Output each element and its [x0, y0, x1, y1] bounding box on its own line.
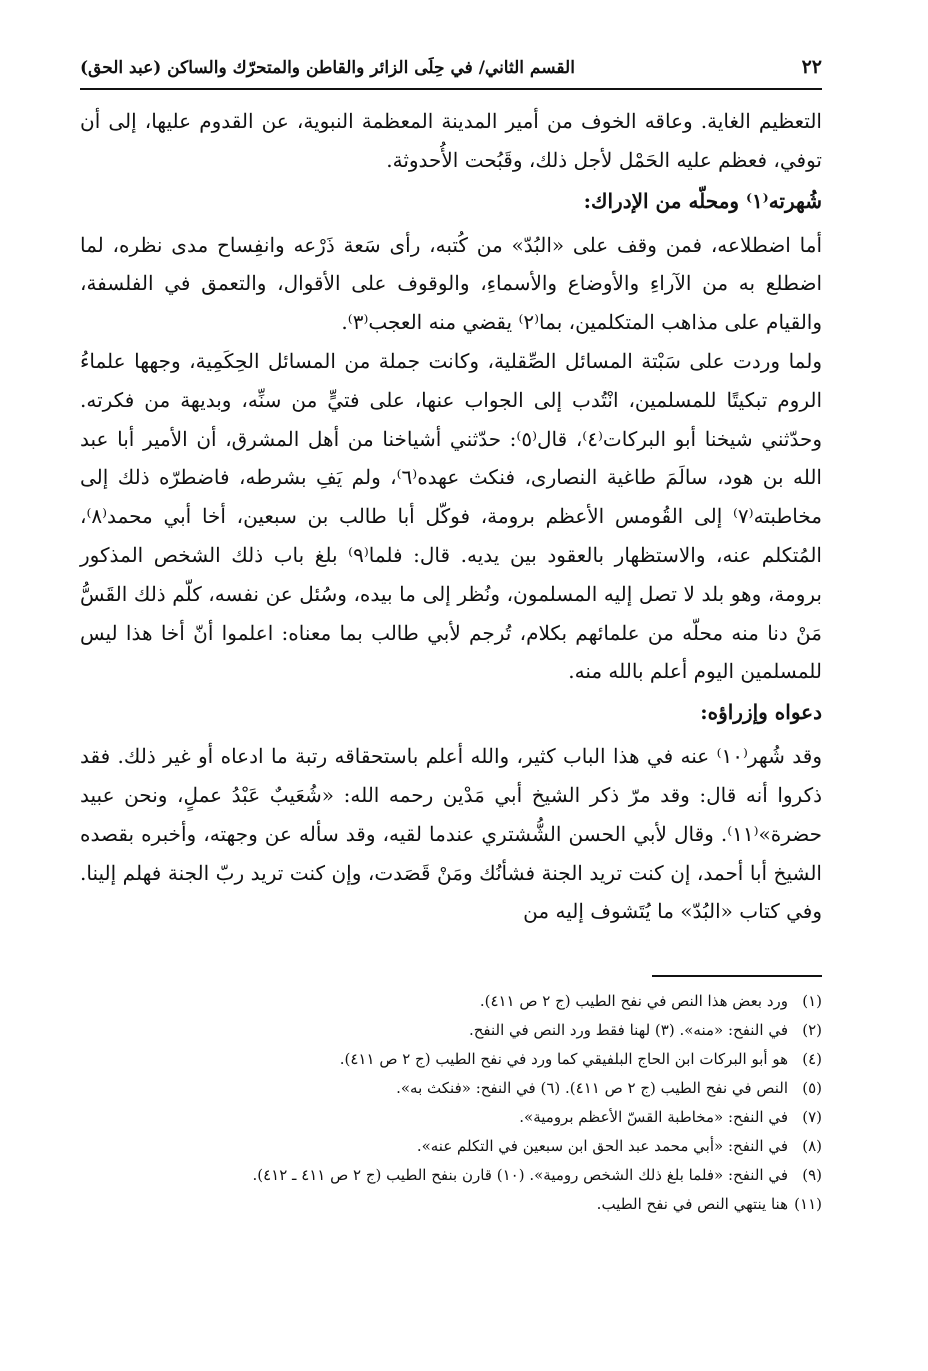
paragraph-2: أما اضطلاعه، فمن وقف على «البُدّ» من كُتبه، رأى سَعة ذَرْعه وانفِساح مدى نظره، لما اضطلع به من الآراءِ والأوضاع والأسماءِ، والوقوف على الأقوال، والتعمق في الفلسفة، والقيام على مذاهب المتكلمين، بما⁽٢⁾ يقضي منه العجب⁽٣⁾.	[80, 232, 822, 335]
footnote-text: هو أبو البركات ابن الحاج البلفيقي كما ورد في نفح الطيب (ج ٢ ص ٤١١).	[339, 1050, 788, 1069]
footnote-number: (٤)	[802, 1050, 822, 1069]
footnote-text: في النفح: «أبي محمد عبد الحق ابن سبعين في التكلم عنه».	[416, 1137, 788, 1156]
footnote	[80, 1016, 822, 1045]
footnote-text: ورد بعض هذا النص في نفح الطيب (ج ٢ ص ٤١١).	[479, 992, 788, 1011]
footnote-number: (٧)	[802, 1108, 822, 1127]
footnote-number: (٩)	[802, 1166, 822, 1185]
footnotes-list	[80, 987, 822, 1219]
footnote	[80, 1132, 822, 1161]
section-heading-claims: دعواه وإزراؤه:	[700, 700, 822, 725]
footnote-rule	[652, 975, 822, 977]
footnote-number: (٥)	[802, 1079, 822, 1098]
footnote	[80, 1103, 822, 1132]
footnote	[80, 1045, 822, 1074]
footnote-text: في النفح: «مخاطبة القسّ الأعظم برومية».	[519, 1108, 788, 1127]
footnote	[80, 987, 822, 1016]
running-header	[80, 50, 822, 84]
paragraph-1: التعظيم الغاية. وعاقه الخوف من أمير المدينة المعظمة النبوية، عن القدوم عليها، إلى أن توفي، فعظم عليه الحَمْل لأجل ذلك، وقَبُحت الأُحدوثة.	[80, 109, 822, 172]
paragraph-3: ولما وردت على سَبْتة المسائل الصِّقلية، وكانت جملة من المسائل الحِكَمِية، وجهها علماءُ الروم تبكيتًا للمسلمين، انْتُدب إلى الجواب عنها، على فتيٍّ من سنِّه، وبديهة من فكرته. وحدّثني شيخنا أبو البركات⁽٤⁾، قال⁽٥⁾: حدّثني أشياخنا من أهل المشرق، أن الأمير أبا عبد الله بن هود، سالَمَ طاغية النصارى، فنكث عهده⁽٦⁾، ولم يَفِ بشرطه، فاضطرّه ذلك إلى مخاطبته⁽٧⁾ إلى القُومس الأعظم برومة، فوكّل أبا طالب بن سبعين، أخا أبي محمد⁽٨⁾، المُتكلم عنه، والاستظهار بالعقود بين يديه. قال: فلما⁽٩⁾ بلغ باب ذلك الشخص المذكور برومة، وهو بلد لا تصل إليه المسلمون، ونُظر إلى ما بيده، وسُئل عن نفسه، كلّم ذلك القَسُّ مَنْ دنا منه محلّه من علمائهم بكلام، تُرجم لأبي طالب بما معناه: اعلموا أنّ أخا هذا ليس للمسلمين اليوم أعلم بالله منه.	[80, 348, 823, 684]
footnote	[80, 1074, 822, 1103]
page-number: ٢٢	[801, 56, 822, 78]
section-heading-fame: شُهرته⁽١⁾ ومحلّه من الإدراك:	[583, 188, 822, 213]
footnote-number: (٢)	[802, 1021, 822, 1040]
book-page	[80, 50, 822, 1219]
footnote-number: (٨)	[802, 1137, 822, 1156]
footnote-text: في النفح: «فلما بلغ ذلك الشخص رومية». (١٠) قارن بنفح الطيب (ج ٢ ص ٤١١ ـ ٤١٢).	[252, 1166, 788, 1185]
header-rule	[80, 88, 822, 90]
footnote	[80, 1161, 822, 1190]
running-title: القسم الثاني/ في حِلَى الزائر والقاطن والمتحرّك والساكن (عبد الحق)	[80, 58, 575, 78]
paragraph-4: وقد شُهر⁽١٠⁾ عنه في هذا الباب كثير، والله أعلم باستحقاقه رتبة ما ادعاه أو غير ذلك. فقد ذكروا أنه قال: وقد مرّ ذكر الشيخ أبي مَدْين رحمه الله: «شُعَيبٌ عَبْدُ عملٍ، ونحن عبيد حضرة»⁽١١⁾. وقال لأبي الحسن الشُّشتري عندما لقيه، وقد سأله عن وجهته، وأخبره بقصده الشيخ أبا أحمد، إن كنت تريد الجنة فشأنُك ومَنْ قَصَدت، وإن كنت تريد ربّ الجنة فهلم إلينا. وفي كتاب «البُدّ» ما يُتَشوف إليه من	[80, 744, 823, 924]
footnote-text: هنا ينتهي النص في نفح الطيب.	[596, 1195, 788, 1214]
footnote	[80, 1190, 822, 1219]
footnote-text: في النفح: «منه». (٣) لهنا فقط ورد النص في النفح.	[468, 1021, 788, 1040]
footnote-number: (١)	[802, 992, 822, 1011]
footnote-number: (١١)	[794, 1195, 822, 1214]
footnote-text: النص في نفح الطيب (ج ٢ ص ٤١١). (٦) في النفح: «فنكث به».	[396, 1079, 788, 1098]
